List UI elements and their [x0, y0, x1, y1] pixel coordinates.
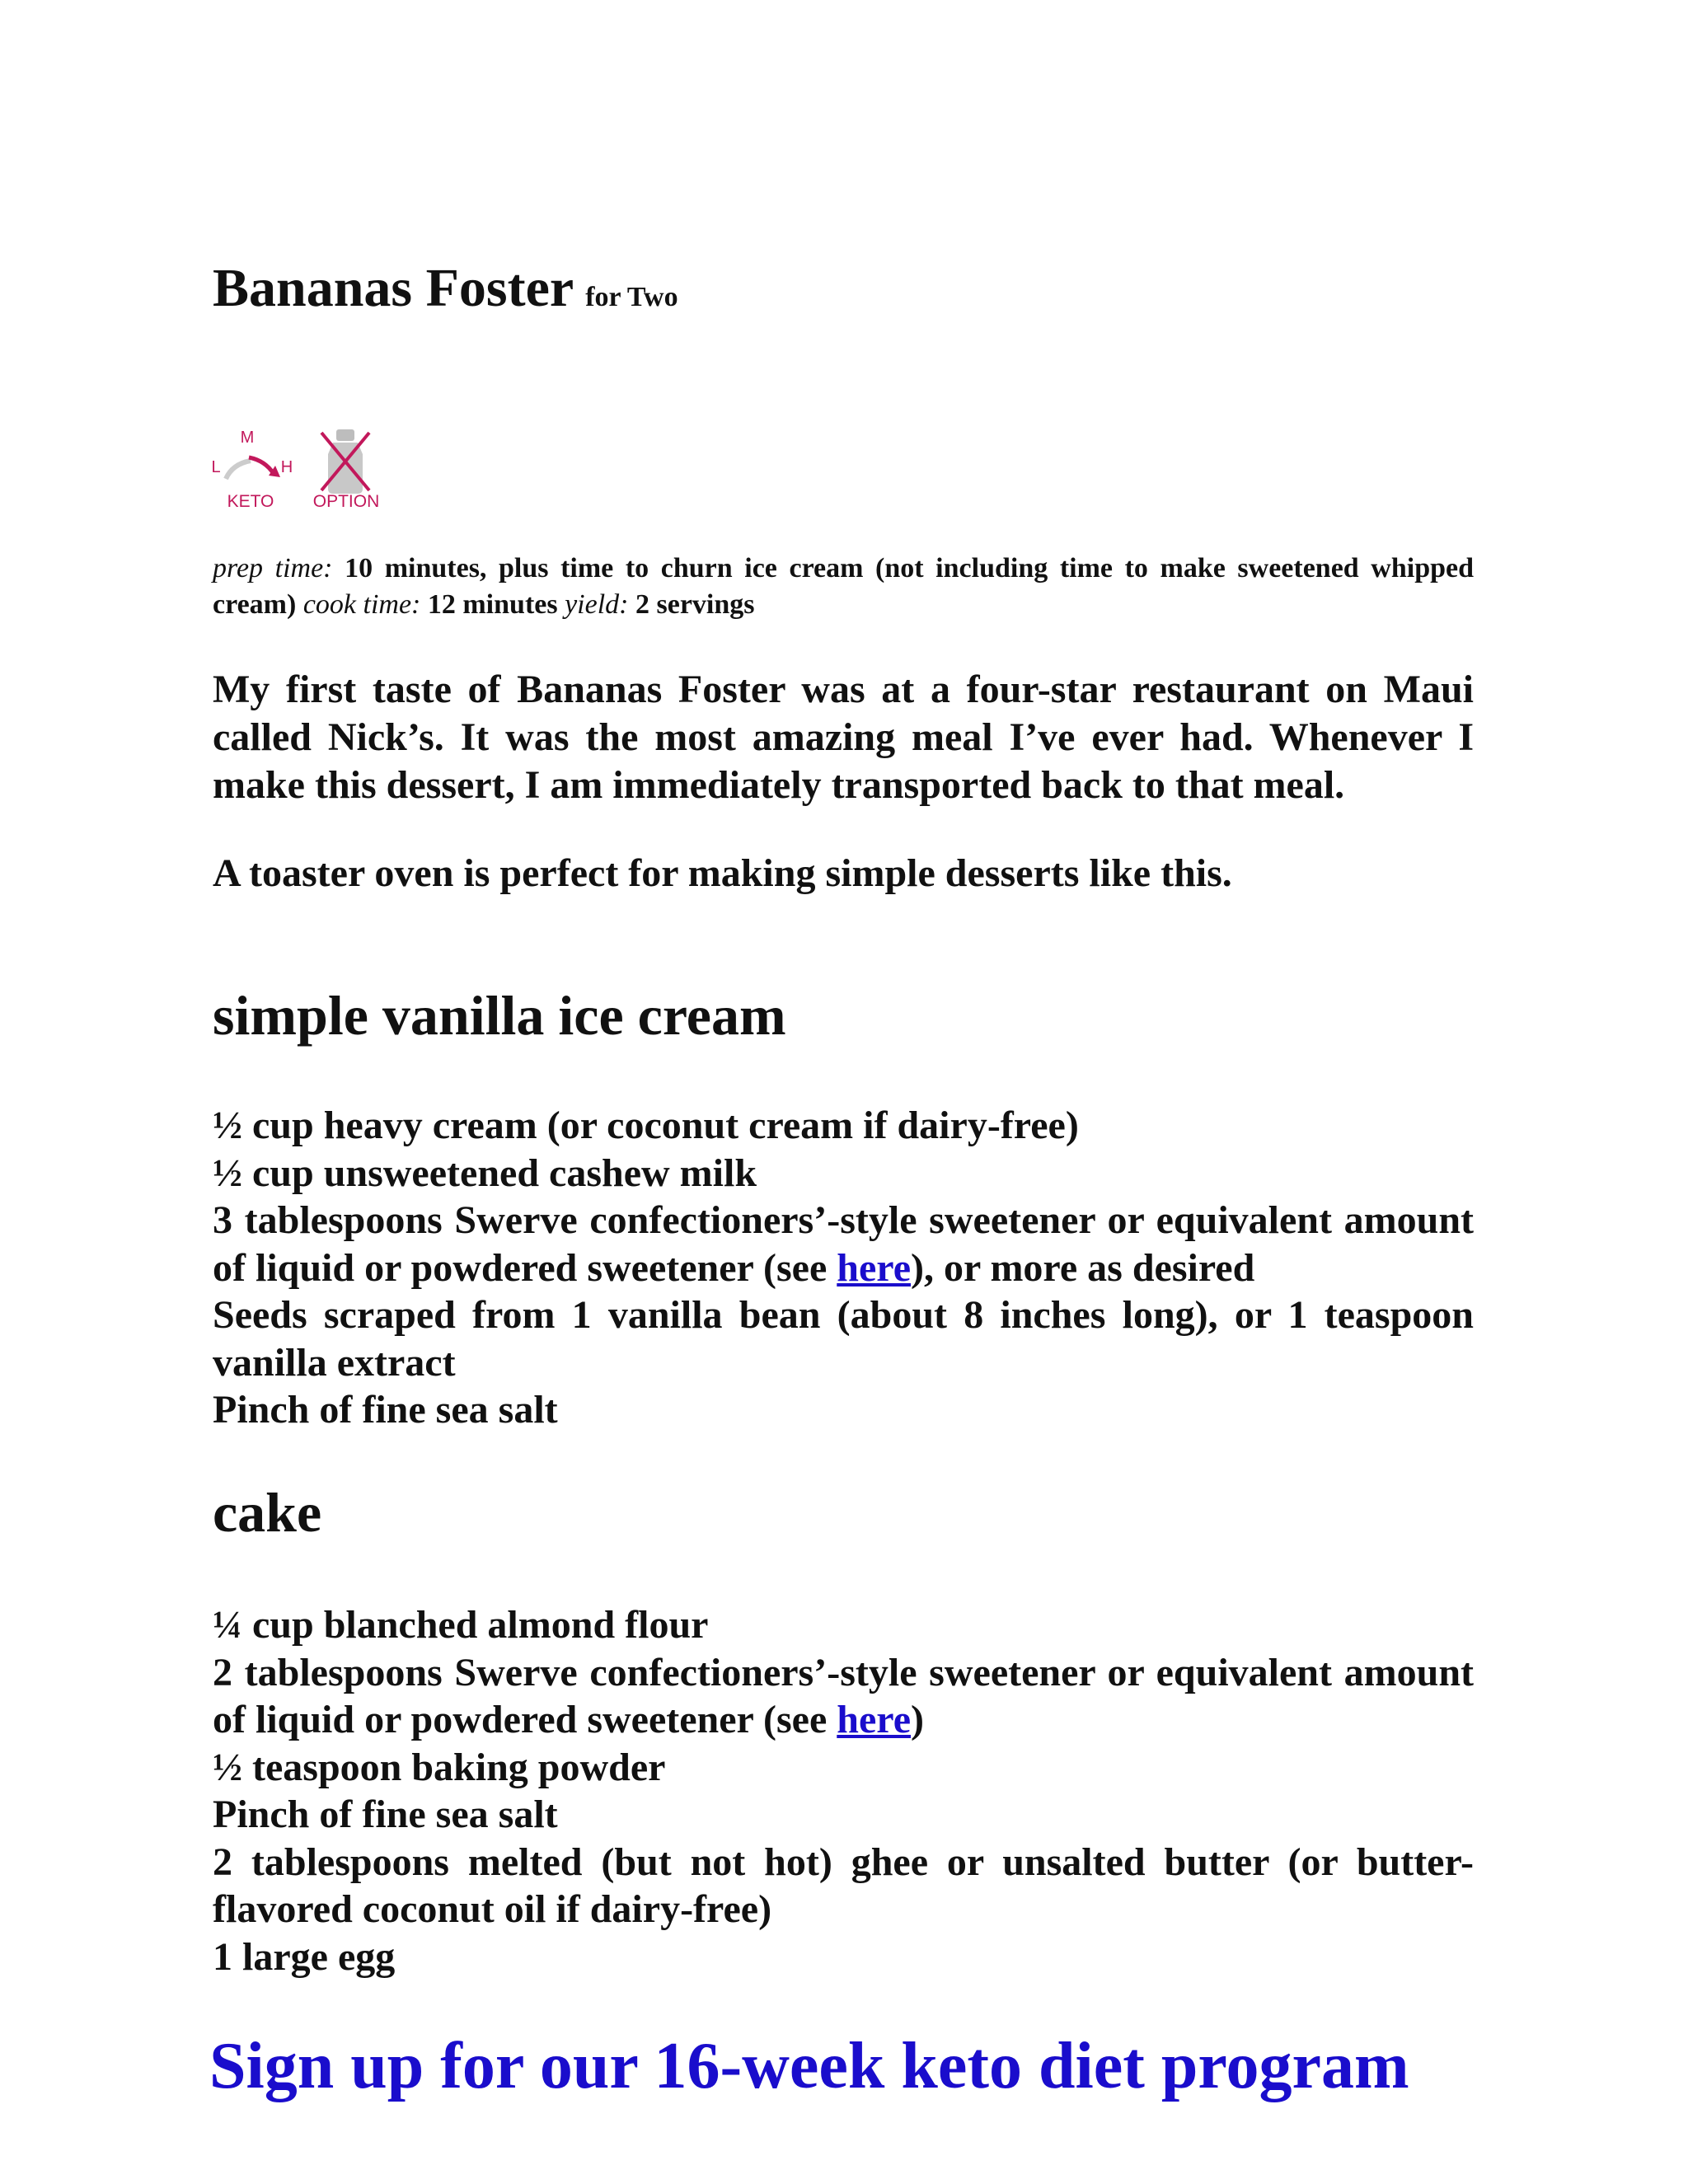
section-heading-ice-cream: simple vanilla ice cream: [213, 984, 786, 1047]
ingredient-list-ice-cream: [213, 1102, 1474, 1434]
yield-label: yield:: [565, 589, 629, 620]
svg-text:H: H: [280, 458, 293, 476]
ingredient-item: Pinch of fine sea salt: [213, 1388, 558, 1432]
ingredient-item: 2 tablespoons melted (but not hot) ghee or unsalted butter (or butter-flavored coconut oil if dairy-free): [213, 1840, 1474, 1931]
cook-time-label: cook time:: [302, 589, 421, 620]
title-main: Bananas Foster: [213, 258, 574, 318]
ingredient-item: ½ cup heavy cream (or coconut cream if dairy-free): [213, 1104, 1079, 1147]
ingredient-item: 1 large egg: [213, 1934, 396, 1979]
ingredient-item: Seeds scraped from 1 vanilla bean (about 8 inches long), or 1 teaspoon vanilla extract: [213, 1293, 1474, 1385]
intro-paragraph: A toaster oven is perfect for making simple desserts like this.: [213, 851, 1232, 895]
section-heading-cake: cake: [213, 1481, 322, 1544]
svg-text:KETO: KETO: [227, 492, 274, 511]
ingredient-item: ½ cup unsweetened cashew milk: [213, 1151, 757, 1195]
sweetener-here-link[interactable]: here: [837, 1698, 912, 1741]
ingredient-item: Pinch of fine sea salt: [213, 1793, 558, 1836]
ingredient-item: ½ teaspoon baking powder: [213, 1745, 666, 1789]
svg-text:M: M: [240, 429, 255, 447]
sweetener-here-link[interactable]: here: [837, 1245, 912, 1290]
signup-link[interactable]: Sign up for our 16-week keto diet program: [209, 2030, 1409, 2102]
svg-text:L: L: [211, 458, 221, 476]
yield-value: 2 servings: [635, 589, 755, 620]
recipe-title: [213, 257, 678, 320]
prep-time-value: 10 minutes, plus time to churn ice cream (not including time to make sweetened whipped cream): [213, 553, 1475, 620]
ingredient-item: 3 tablespoons Swerve confectioners’-style sweetener or equivalent amount of liquid or powdered sweetener (see here), or more as desired: [213, 1198, 1474, 1290]
recipe-meta: [213, 551, 1474, 623]
diet-badges: [208, 424, 406, 519]
title-sub: for Two: [585, 282, 678, 312]
intro-paragraph: My first taste of Bananas Foster was at a four-star restaurant on Maui called Nick’s. It was the most amazing meal I’ve ever had. Whenever I make this dessert, I am immediately transported back to that meal.: [213, 668, 1474, 807]
svg-text:OPTION: OPTION: [312, 492, 380, 511]
cook-time-value: 12 minutes: [427, 589, 558, 620]
ingredient-list-cake: [213, 1601, 1474, 1980]
prep-time-label: prep time:: [213, 553, 333, 583]
ingredient-item: ¼ cup blanched almond flour: [213, 1603, 709, 1647]
ingredient-item: 2 tablespoons Swerve confectioners’-style sweetener or equivalent amount of liquid or powdered sweetener (see here): [213, 1650, 1474, 1741]
dairy-free-option-icon: [313, 429, 380, 511]
keto-scale-icon: [211, 429, 293, 511]
